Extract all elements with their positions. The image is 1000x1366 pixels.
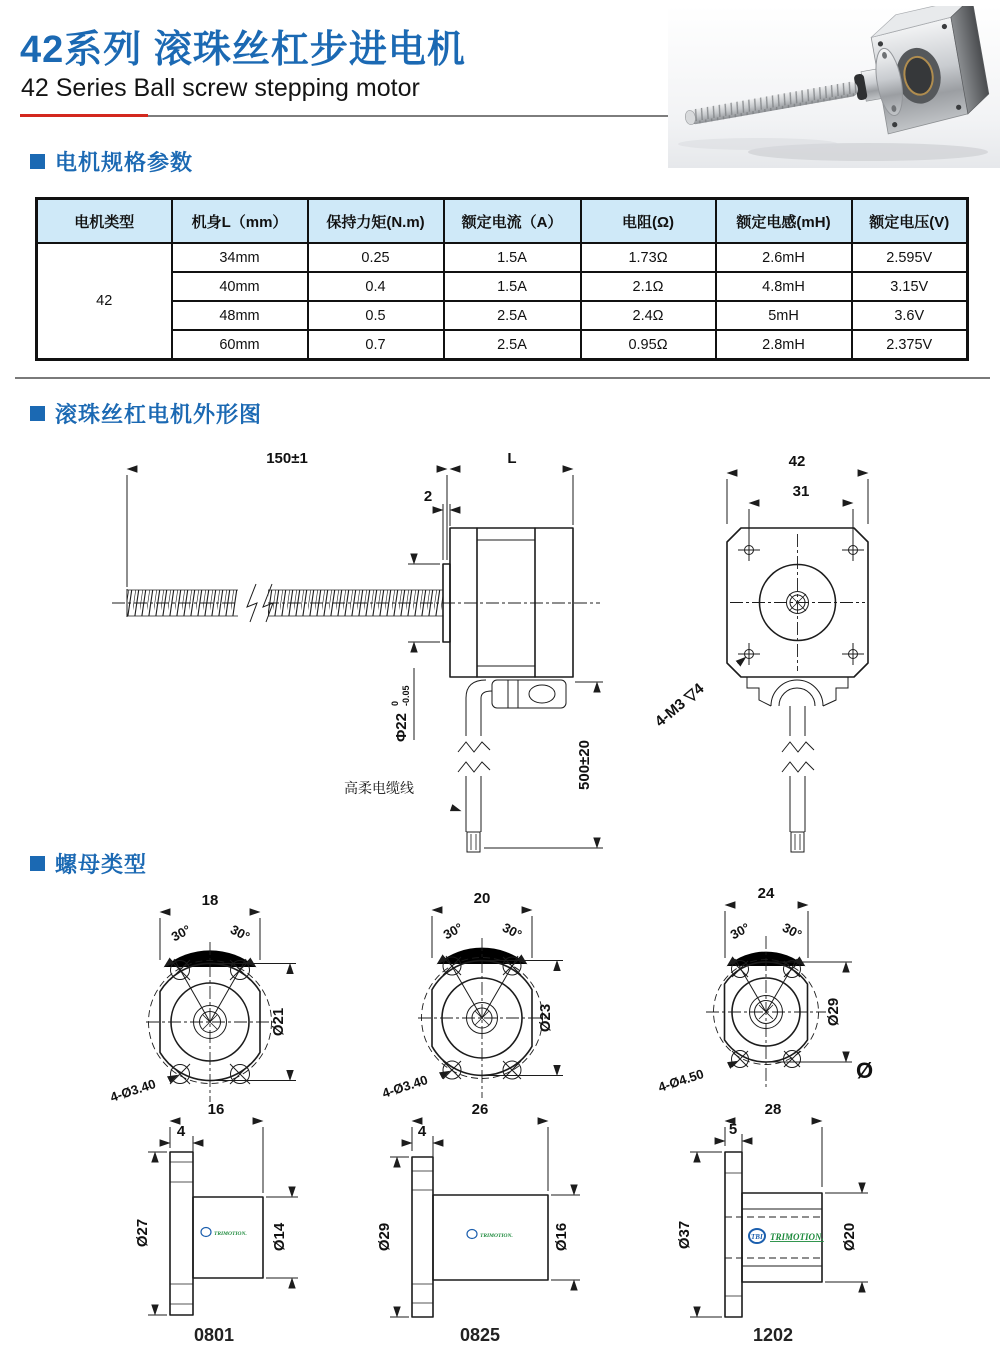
motor-body <box>450 528 573 677</box>
nut-0825 <box>376 890 580 1345</box>
svg-text:TRIMOTION.: TRIMOTION. <box>214 1231 247 1237</box>
dim-flange-thickness: 5 <box>728 1121 738 1138</box>
dim-flat-width: 18 <box>201 892 219 909</box>
cell: 0.5 <box>308 301 444 330</box>
title-rule-accent <box>20 114 148 117</box>
cell: 2.5A <box>444 301 581 330</box>
dim-flange-od: Ø23 <box>537 1003 554 1033</box>
cable-label: 高柔电缆线 <box>344 780 414 796</box>
motor-side-view <box>112 450 603 852</box>
holes-label: 4-Ø3.40 <box>380 1072 430 1101</box>
section-bullet-icon <box>30 406 45 421</box>
section-divider <box>15 377 990 379</box>
table-row <box>37 330 968 360</box>
watermark-logo <box>749 1229 824 1243</box>
cable-housing-front <box>747 677 848 852</box>
cell: 48mm <box>172 301 308 330</box>
cell: 2.5A <box>444 330 581 360</box>
section-specs <box>30 146 193 177</box>
table-row <box>37 301 968 330</box>
svg-text:Φ22: Φ22 <box>393 713 410 742</box>
cell: 2.8mH <box>716 330 852 360</box>
col-header: 额定电感(mH) <box>716 199 852 244</box>
dim-flange-thickness: 4 <box>176 1123 186 1140</box>
section-outline-title: 滚珠丝杠电机外形图 <box>55 402 263 427</box>
svg-text:-0.05: -0.05 <box>401 685 411 706</box>
dim-cable-length: 500±20 <box>576 740 593 790</box>
table-header-row <box>37 199 968 244</box>
table-row <box>37 272 968 301</box>
col-header: 额定电压(V) <box>852 199 968 244</box>
svg-text:0: 0 <box>390 700 400 706</box>
angle-label: 30° <box>227 921 253 945</box>
col-header: 机身L（mm） <box>172 199 308 244</box>
cell: 0.25 <box>308 243 444 272</box>
angle-label: 30° <box>440 919 466 943</box>
cell: 0.95Ω <box>581 330 716 360</box>
product-photo <box>668 6 1000 168</box>
cell: 34mm <box>172 243 308 272</box>
table-row <box>37 243 968 272</box>
watermark-logo <box>201 1228 247 1238</box>
flange-section <box>725 1152 742 1317</box>
dim-body-length: L <box>507 450 517 467</box>
nut-1202 <box>656 885 873 1345</box>
dim-od: Ø37 <box>676 1220 693 1250</box>
cell: 0.4 <box>308 272 444 301</box>
dim-length: 16 <box>207 1101 225 1118</box>
angle-label: 30° <box>779 919 805 943</box>
nut-drawings <box>0 880 1000 1366</box>
dim-hole-spacing: 31 <box>792 483 810 500</box>
holes-label: 4-Ø4.50 <box>656 1066 706 1095</box>
nut-0801 <box>108 892 298 1345</box>
dim-od: Ø27 <box>134 1218 151 1248</box>
cell: 60mm <box>172 330 308 360</box>
svg-text:TRIMOTION.: TRIMOTION. <box>480 1233 513 1239</box>
dim-flange-od: Ø29 <box>825 997 842 1027</box>
cell: 4.8mH <box>716 272 852 301</box>
angle-label: 30° <box>168 921 194 945</box>
dim-flange-od: Ø21 <box>270 1007 287 1037</box>
section-outline <box>30 398 262 429</box>
dim-flange-thickness: 4 <box>417 1123 427 1140</box>
screw-thread <box>127 590 443 616</box>
dim-bore: Ø16 <box>553 1222 570 1252</box>
page-subtitle: 42 Series Ball screw stepping motor <box>21 74 420 102</box>
cell: 2.6mH <box>716 243 852 272</box>
motor-front-view <box>652 453 868 852</box>
svg-text:TBI: TBI <box>751 1233 763 1241</box>
dim-length: 26 <box>471 1101 489 1118</box>
cell: 5mH <box>716 301 852 330</box>
cell: 3.15V <box>852 272 968 301</box>
cell: 2.595V <box>852 243 968 272</box>
cell: 0.7 <box>308 330 444 360</box>
cell: 3.6V <box>852 301 968 330</box>
svg-text:TRIMOTION.: TRIMOTION. <box>770 1232 824 1242</box>
nut-model-label: 0801 <box>193 1325 235 1345</box>
section-specs-title: 电机规格参数 <box>55 150 194 175</box>
dim-flat-width: 24 <box>757 885 775 902</box>
mounting-holes <box>738 539 864 665</box>
body-section <box>193 1197 263 1278</box>
cell: 1.5A <box>444 272 581 301</box>
section-bullet-icon <box>30 154 45 169</box>
cell: 2.1Ω <box>581 272 716 301</box>
dim-face-width: 42 <box>788 453 806 470</box>
col-header: 电阻(Ω) <box>581 199 716 244</box>
dim-screw-length: 150±1 <box>266 450 308 467</box>
page-title: 42系列 滚珠丝杠步进电机 <box>20 29 466 71</box>
section-nuts <box>30 848 147 879</box>
cell: 1.5A <box>444 243 581 272</box>
cable-housing-side <box>458 680 566 852</box>
thread-spec-label: 4-M3 ▽4 <box>651 680 708 731</box>
motor-type-cell: 42 <box>37 243 172 360</box>
dim-flat-width: 20 <box>473 890 491 907</box>
cell: 40mm <box>172 272 308 301</box>
nut-model-label: 0825 <box>459 1325 501 1345</box>
flange-section <box>412 1157 433 1317</box>
flange-section <box>170 1152 193 1315</box>
col-header: 保持力矩(N.m) <box>308 199 444 244</box>
dim-shaft-diameter <box>390 685 411 742</box>
watermark-logo <box>467 1230 513 1240</box>
dim-bore: Ø14 <box>271 1222 288 1252</box>
angle-label: 30° <box>499 919 525 943</box>
dim-length: 28 <box>764 1101 782 1118</box>
holes-label: 4-Ø3.40 <box>108 1076 158 1105</box>
cell: 1.73Ω <box>581 243 716 272</box>
outline-drawing <box>0 440 1000 862</box>
col-header: 电机类型 <box>37 199 172 244</box>
col-header: 额定电流（A） <box>444 199 581 244</box>
cell: 2.375V <box>852 330 968 360</box>
cell: 2.4Ω <box>581 301 716 330</box>
dim-od: Ø29 <box>376 1222 393 1252</box>
dim-boss-thickness: 2 <box>423 488 433 505</box>
section-nuts-title: 螺母类型 <box>55 852 148 877</box>
spec-table <box>35 197 969 361</box>
angle-label: 30° <box>727 919 753 943</box>
dim-bore: Ø20 <box>841 1222 858 1252</box>
section-bullet-icon <box>30 856 45 871</box>
nut-model-label: 1202 <box>752 1325 794 1345</box>
phi-mark: Ø <box>856 1058 874 1083</box>
